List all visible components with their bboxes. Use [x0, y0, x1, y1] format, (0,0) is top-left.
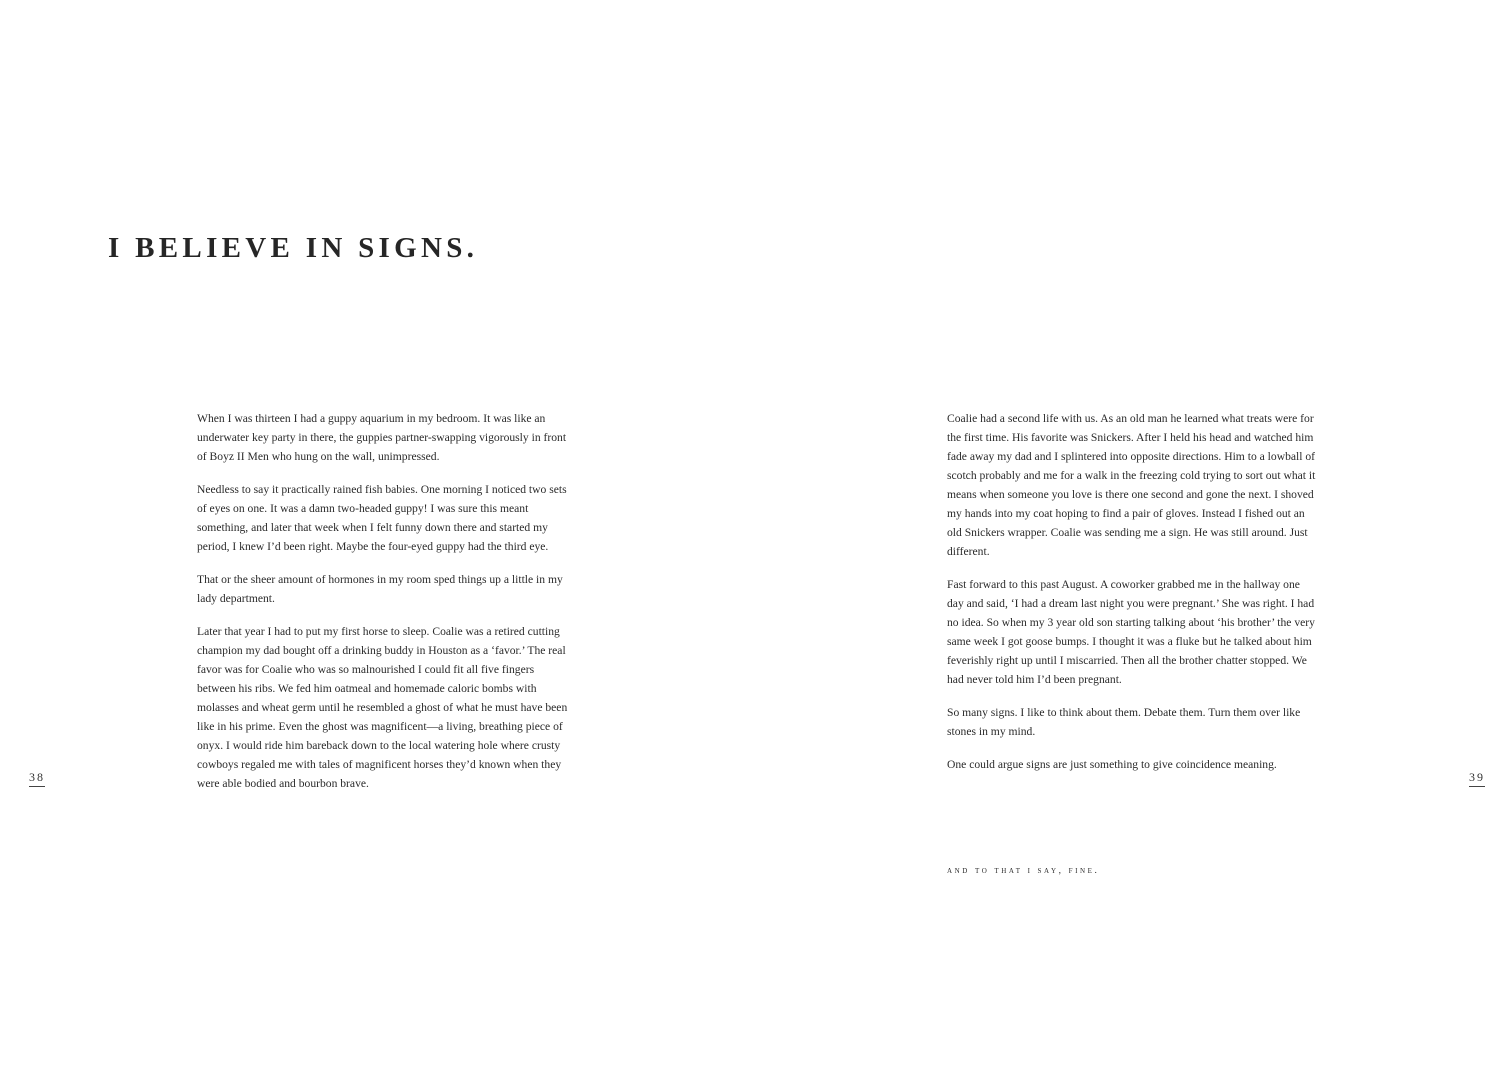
- paragraph: So many signs. I like to think about them. Debate them. Turn them over like stones in my mind.: [947, 706, 1301, 738]
- paragraph: Fast forward to this past August. A coworker grabbed me in the hallway one day and said, ‘I had a dream last night you were pregnant.’ She was right. I had no idea. So when my 3 year old son starting talking about ‘his brother’ the very same week I got goose bumps. I thought it was a fluke but he talked about him feverishly right up until I miscarried. Then all the brother chatter stopped. We had never told him I’d been pregnant.: [947, 578, 1315, 686]
- paragraph: Later that year I had to put my first horse to sleep. Coalie was a retired cutting champion my dad bought off a drinking buddy in Houston as a ‘favor.’ The real favor was for Coalie who was so malnourished I could fit all five fingers between his ribs. We fed him oatmeal and homemade caloric bombs with molasses and wheat germ until he resembled a ghost of what he must have been like in his prime. Even the ghost was magnificent—a living, breathing piece of onyx. I would ride him bareback down to the local watering hole where crusty cowboys regaled me with tales of magnificent horses they’d known when they were able bodied and bourbon brave.: [197, 625, 568, 790]
- page-number-left: 38: [29, 770, 45, 787]
- page-number-right: 39: [1469, 770, 1485, 787]
- paragraph: One could argue signs are just something to give coincidence meaning.: [947, 758, 1277, 771]
- paragraph: Coalie had a second life with us. As an old man he learned what treats were for the first time. His favorite was Snickers. After I held his head and watched him fade away my dad and I splintered into opposite directions. Him to a lowball of scotch probably and me for a walk in the freezing cold trying to sort out what it means when someone you love is there one second and gone the next. I shoved my hands into my coat hoping to find a pair of gloves. Instead I fished out an old Snickers wrapper. Coalie was sending me a sign. He was still around. Just different.: [947, 412, 1316, 558]
- left-page-body: [197, 409, 569, 807]
- headline: I BELIEVE IN SIGNS.: [108, 232, 479, 264]
- paragraph: Needless to say it practically rained fish babies. One morning I noticed two sets of eyes on one. It was a damn two-headed guppy! I was sure this meant something, and later that week when I felt funny down there and started my period, I knew I’d been right. Maybe the four-eyed guppy had the third eye.: [197, 483, 567, 553]
- paragraph: When I was thirteen I had a guppy aquarium in my bedroom. It was like an underwater key party in there, the guppies partner-swapping vigorously in front of Boyz II Men who hung on the wall, unimpressed.: [197, 412, 567, 463]
- closing-line: and to that i say, fine.: [947, 866, 1100, 876]
- paragraph: That or the sheer amount of hormones in my room sped things up a little in my lady department.: [197, 573, 563, 605]
- right-page-body: [947, 409, 1319, 788]
